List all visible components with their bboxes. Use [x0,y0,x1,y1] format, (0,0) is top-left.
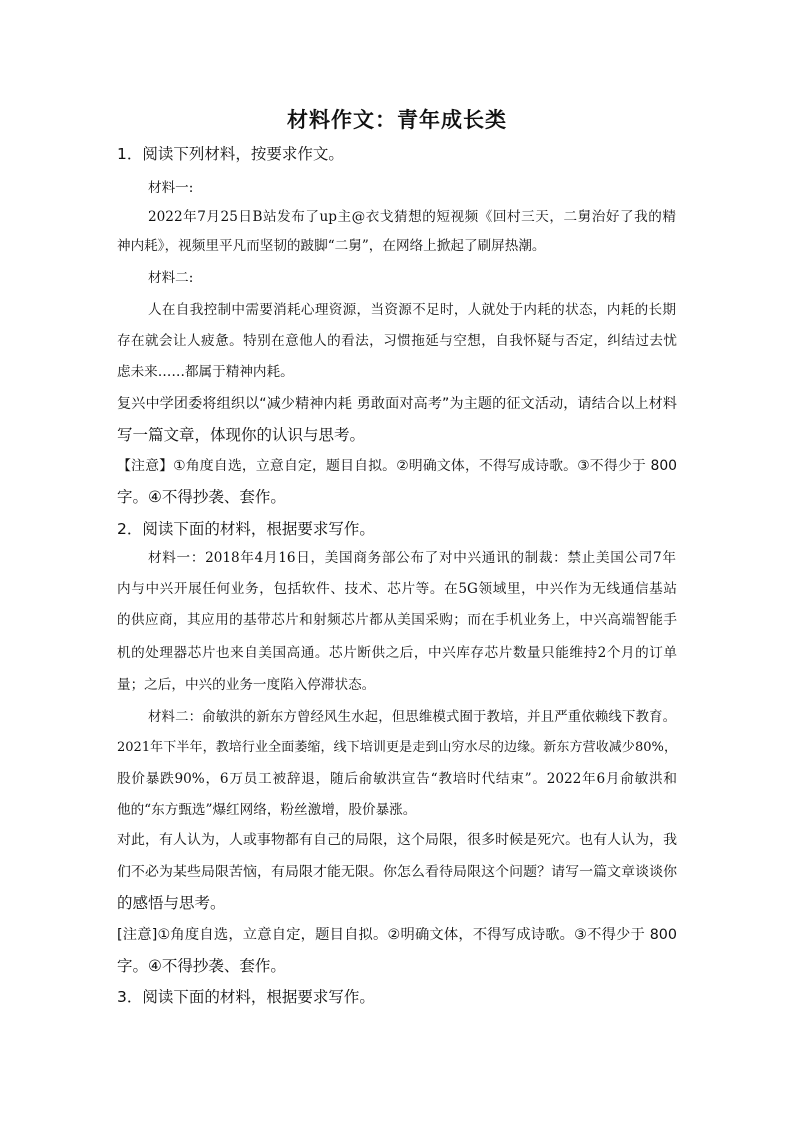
q1-material1-label: 材料一: [148,180,194,196]
q1-heading: 1．阅读下列材料，按要求作文。 [117,145,344,163]
q3-heading: 3．阅读下面的材料，根据要求写作。 [117,988,375,1006]
q2-material1-line: 内与中兴开展任何业务，包括软件、技术、芯片等。在5G领域里，中兴作为无线通信基站 [117,581,677,597]
q2-material1-line: 的供应商，其应用的基带芯片和射频芯片都从美国采购；而在手机业务上，中兴高端智能手 [117,612,677,628]
q2-heading: 2．阅读下面的材料，根据要求写作。 [117,520,375,538]
q2-task-line: 们不必为某些局限苦恼，有局限才能无限。你怎么看待局限这个问题？请写一篇文章谈谈你 [117,864,677,880]
q2-task-line: 的感悟与思考。 [117,894,226,912]
q2-note-line: [注意]①角度自选，立意自定，题目自拟。②明确文体，不得写成诗歌。③不得少于 800 [117,927,677,943]
page-title: 材料作文：青年成长类 [287,107,507,132]
q1-material2-line: 人在自我控制中需要消耗心理资源，当资源不足时，人就处于内耗的状态，内耗的长期 [148,302,676,318]
q1-material2-line: 存在就会让人疲惫。特别在意他人的看法，习惯拖延与空想，自我怀疑与否定，纠结过去忧 [117,333,677,349]
q1-note-line: 字。④不得抄袭、套作。 [117,488,286,506]
q2-material1-line: 材料一：2018年4月16日，美国商务部公布了对中兴通讯的制裁：禁止美国公司7年 [148,550,676,566]
q1-note-line: 【注意】①角度自选，立意自定，题目自拟。②明确文体，不得写成诗歌。③不得少于 800 [117,458,677,474]
q1-material2-label: 材料二: [148,270,194,286]
q2-material2-line: 2021年下半年，教培行业全面萎缩，线下培训更是走到山穷水尽的边缘。新东方营收减少80%， [117,740,677,755]
q2-task-line: 对此，有人认为，人或事物都有自己的局限，这个局限，很多时候是死穴。也有人认为，我 [117,832,677,848]
q2-material2-line: 他的“东方甄选”爆红网络，粉丝激增，股价暴涨。 [117,802,417,818]
q2-material2-line: 材料二：俞敏洪的新东方曾经风生水起，但思维模式囿于教培，并且严重依赖线下教育。 [148,710,676,725]
q2-material2-line: 股价暴跌90%，6万员工被辞退，随后俞敏洪宣告“教培时代结束”。2022年6月俞敏洪和 [117,771,677,787]
q1-task-line: 写一篇文章，体现你的认识与思考。 [117,426,366,444]
q1-task-line: 复兴中学团委将组织以“减少精神内耗 勇敢面对高考”为主题的征文活动，请结合以上材料 [117,396,677,412]
q1-material1-line: 2022年7月25日B站发布了up主@衣戈猜想的短视频《回村三天，二舅治好了我的精 [148,209,676,225]
q2-material1-line: 机的处理器芯片也来自美国高通。芯片断供之后，中兴库存芯片数量只能维持2个月的订单 [117,645,677,661]
q2-material1-line: 量；之后，中兴的业务一度陷入停滞状态。 [117,677,376,693]
q2-note-line: 字。④不得抄袭、套作。 [117,957,286,975]
q1-material2-line: 虑未来……都属于精神内耗。 [117,364,294,380]
q1-material1-line: 神内耗》，视频里平凡而坚韧的跛脚“二舅”，在网络上掀起了刷屏热潮。 [117,238,546,254]
